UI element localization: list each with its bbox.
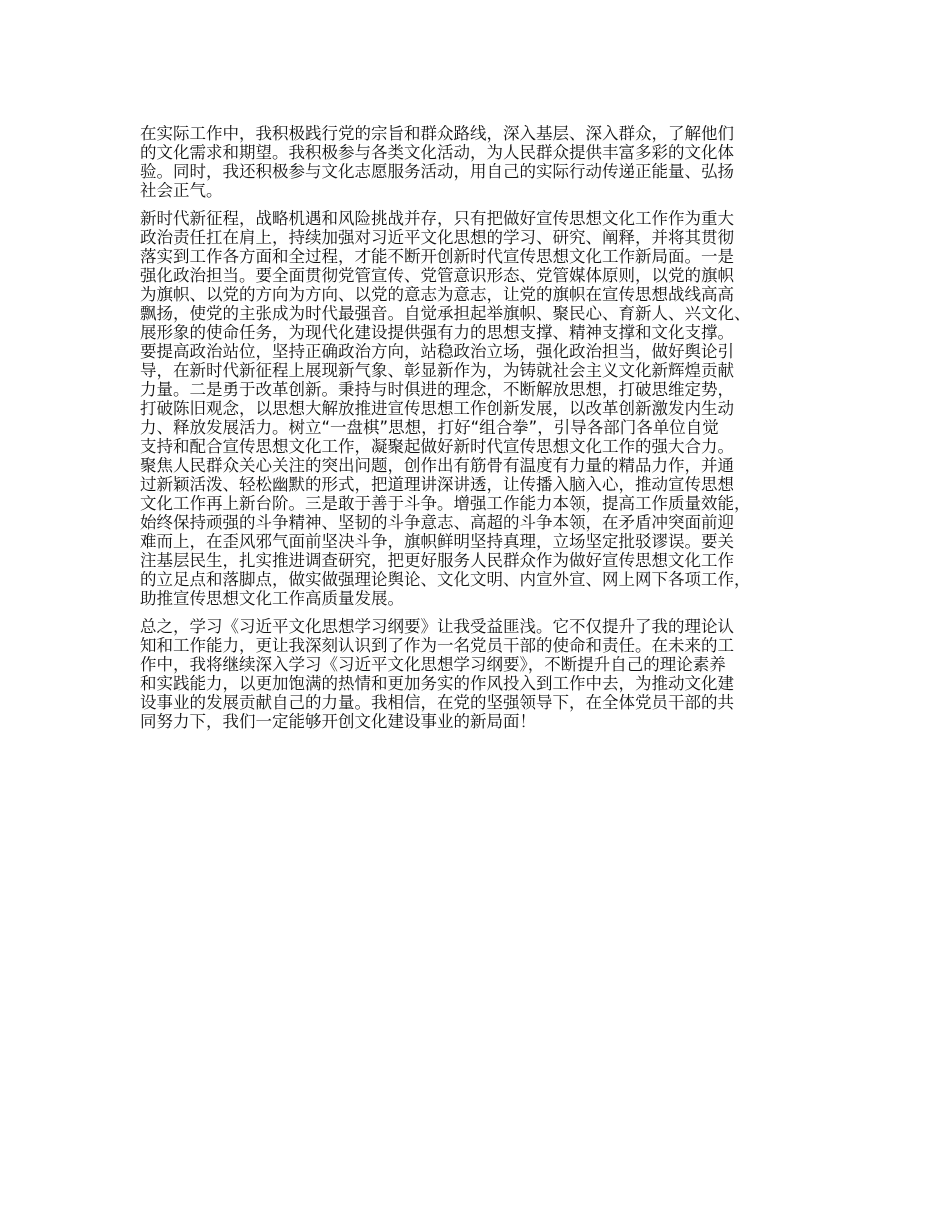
text-line: 在实际工作中，我积极践行党的宗旨和群众路线，深入基层、深入群众，了解他们 — [140, 124, 734, 143]
text-line: 社会正气。 — [140, 181, 223, 200]
text-line: 政治责任扛在肩上，持续加强对习近平文化思想的学习、研究、阐释，并将其贯彻 — [140, 228, 734, 247]
paragraph — [140, 124, 830, 200]
text-line: 新时代新征程，战略机遇和风险挑战并存，只有把做好宣传思想文化工作作为重大 — [140, 209, 734, 228]
text-line: 助推宣传思想文化工作高质量发展。 — [140, 589, 404, 608]
text-line: 展形象的使命任务，为现代化建设提供强有力的思想支撑、精神支撑和文化支撑。 — [140, 323, 734, 342]
text-line: 注基层民生，扎实推进调查研究，把更好服务人民群众作为做好宣传思想文化工作 — [140, 551, 734, 570]
text-line: 知和工作能力，更让我深刻认识到了作为一名党员干部的使命和责任。在未来的工 — [140, 636, 734, 655]
text-line: 的立足点和落脚点，做实做强理论舆论、文化文明、内宣外宣、网上网下各项工作， — [140, 570, 751, 589]
text-line: 同努力下，我们一定能够开创文化建设事业的新局面！ — [140, 712, 536, 731]
text-line: 力量。二是勇于改革创新。秉持与时俱进的理念，不断解放思想，打破思维定势， — [140, 380, 734, 399]
text-line: 总之，学习《习近平文化思想学习纲要》让我受益匪浅。它不仅提升了我的理论认 — [140, 617, 734, 636]
text-line: 的文化需求和期望。我积极参与各类文化活动，为人民群众提供丰富多彩的文化体 — [140, 143, 734, 162]
text-line: 落实到工作各方面和全过程，才能不断开创新时代宣传思想文化工作新局面。一是 — [140, 247, 734, 266]
text-line: 始终保持顽强的斗争精神、坚韧的斗争意志、高超的斗争本领，在矛盾冲突面前迎 — [140, 513, 734, 532]
text-line: 力、释放发展活力。树立“一盘棋”思想，打好“组合拳”，引导各部门各单位自觉 — [140, 418, 719, 437]
text-line: 和实践能力，以更加饱满的热情和更加务实的作风投入到工作中去，为推动文化建 — [140, 674, 734, 693]
paragraph — [140, 617, 830, 731]
text-line: 聚焦人民群众关心关注的突出问题，创作出有筋骨有温度有力量的精品力作，并通 — [140, 456, 734, 475]
text-line: 为旗帜、以党的方向为方向、以党的意志为意志，让党的旗帜在宣传思想战线高高 — [140, 285, 734, 304]
text-line: 难而上，在歪风邪气面前坚决斗争，旗帜鲜明坚持真理，立场坚定批驳谬误。要关 — [140, 532, 734, 551]
text-line: 文化工作再上新台阶。三是敢于善于斗争。增强工作能力本领，提高工作质量效能， — [140, 494, 751, 513]
text-line: 导，在新时代新征程上展现新气象、彰显新作为，为铸就社会主义文化新辉煌贡献 — [140, 361, 734, 380]
document-body — [140, 124, 830, 740]
text-line: 过新颖活泼、轻松幽默的形式，把道理讲深讲透，让传播入脑入心，推动宣传思想 — [140, 475, 734, 494]
text-line: 设事业的发展贡献自己的力量。我相信，在党的坚强领导下，在全体党员干部的共 — [140, 693, 734, 712]
text-line: 打破陈旧观念，以思想大解放推进宣传思想工作创新发展，以改革创新激发内生动 — [140, 399, 734, 418]
text-line: 强化政治担当。要全面贯彻党管宣传、党管意识形态、党管媒体原则，以党的旗帜 — [140, 266, 734, 285]
text-line: 验。同时，我还积极参与文化志愿服务活动，用自己的实际行动传递正能量、弘扬 — [140, 162, 734, 181]
text-line: 支持和配合宣传思想文化工作，凝聚起做好新时代宣传思想文化工作的强大合力。 — [140, 437, 734, 456]
paragraph — [140, 209, 830, 608]
text-line: 飘扬，使党的主张成为时代最强音。自觉承担起举旗帜、聚民心、育新人、兴文化、 — [140, 304, 751, 323]
text-line: 要提高政治站位，坚持正确政治方向，站稳政治立场，强化政治担当，做好舆论引 — [140, 342, 734, 361]
text-line: 作中，我将继续深入学习《习近平文化思想学习纲要》，不断提升自己的理论素养 — [140, 655, 726, 674]
